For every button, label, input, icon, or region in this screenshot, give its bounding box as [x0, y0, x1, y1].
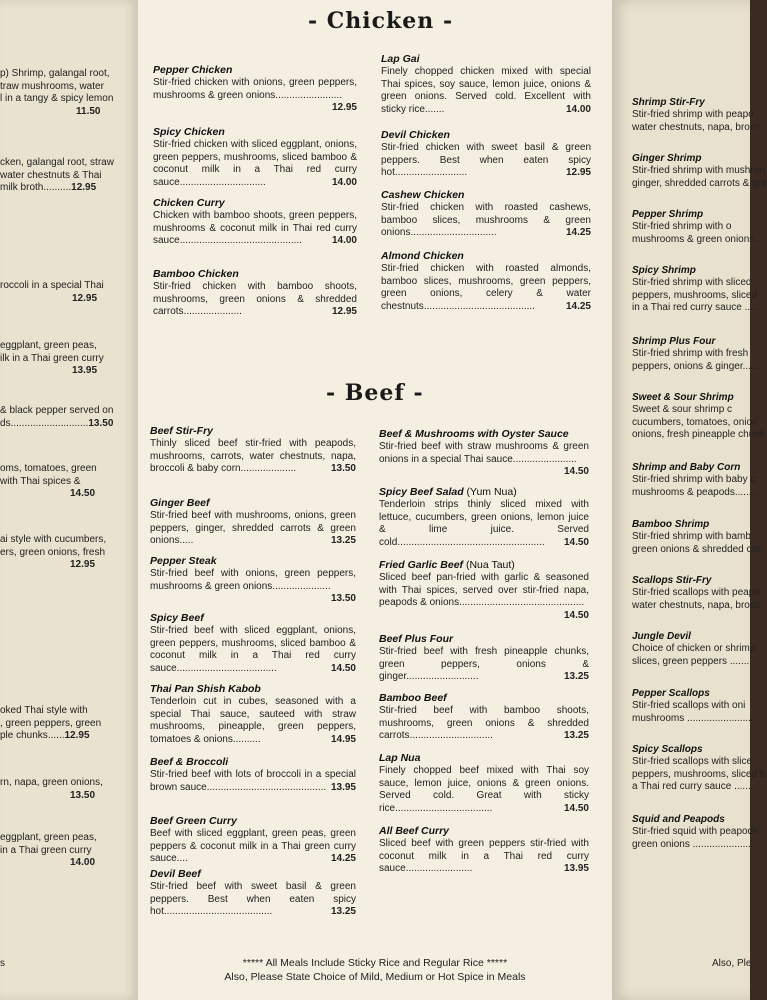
item-price: 13.50 — [330, 463, 356, 474]
item-name: Beef Plus Four — [379, 633, 454, 645]
menu-item: Bamboo Shrimp Stir-fried shrimp with bamb green onions & shredded carr — [632, 519, 764, 555]
menu-item: Cashew Chicken Stir-fried chicken with roasted cashews, bamboo slices, mushrooms & green onions............................... 14.25 — [381, 189, 591, 238]
item-description: Stir-fried beef with mushrooms, onions, green peppers, ginger, shredded carrots & green onions — [150, 510, 356, 546]
item-description: Tenderloin strips thinly sliced mixed with lettuce, cucumbers, green onions, lemon juice & lime juice. Served cold — [379, 499, 589, 548]
menu-item: Shrimp Stir-Fry Stir-fried shrimp with peapo water chestnuts, napa, brocc — [632, 97, 760, 133]
menu-item: Beef Green Curry Beef with sliced eggplant, green peas, green peppers & coconut milk in a Thai green curry sauce.... 14.25 — [150, 815, 356, 864]
menu-item: Beef Plus Four Stir-fried beef with fresh pineapple chunks, green peppers, onions & ginger.......................... 13.25 — [379, 633, 589, 682]
item-name: Cashew Chicken — [381, 189, 465, 201]
item-name-thai: (Nua Taut) — [465, 559, 515, 571]
item-name: Almond Chicken — [381, 250, 464, 262]
item-name: Bamboo Shrimp — [632, 519, 710, 530]
item-name: Ginger Beef — [150, 497, 210, 509]
menu-item: Pepper Steak Stir-fried beef with onions, green peppers, mushrooms & green onions..................... 13.50 — [150, 555, 356, 604]
item-name: Bamboo Chicken — [153, 268, 239, 280]
item-description: Stir-fried beef with onions, green peppers, mushrooms & green onions — [150, 568, 356, 592]
item-price: 14.00 — [331, 235, 357, 246]
menu-footer — [138, 956, 612, 984]
item-price: 14.50 — [563, 536, 589, 548]
menu-item: Scallops Stir-Fry Stir-fried scallops with peapo water chestnuts, napa, brocc — [632, 575, 760, 611]
menu-item: Devil Beef Stir-fried beef with sweet basil & green peppers. Best when eaten spicy hot....................................... 13.25 — [150, 868, 356, 917]
menu-item: Spicy Beef Stir-fried beef with sliced eggplant, onions, green peppers, mushrooms, sliced bamboo & coconut milk in a Thai red curry sauce.................................... 14.50 — [150, 612, 356, 674]
menu-item: Bamboo Chicken Stir-fried chicken with bamboo shoots, mushrooms, green onions & shredded carrots..................... 12.95 — [153, 268, 357, 317]
menu-item: Pepper Shrimp Stir-fried shrimp with o mushrooms & green onions.... — [632, 209, 766, 245]
item-description: Stir-fried chicken with sliced eggplant, onions, green peppers, mushrooms, sliced bamboo & coconut milk in a Thai red curry sauce — [153, 139, 357, 188]
item-description: Finely chopped beef mixed with Thai soy sauce, lemon juice, onions & green onions. Served cold. Great with sticky rice — [379, 765, 589, 814]
item-name: Jungle Devil — [632, 631, 691, 642]
menu-item: Beef Stir-Fry Thinly sliced beef stir-fried with peapods, mushrooms, carrots, water chestnuts, napa, broccoli & baby corn.................... 13.50 — [150, 425, 356, 474]
item-name: Pepper Steak — [150, 555, 217, 567]
item-name: Fried Garlic Beef — [379, 559, 464, 571]
item-price: 13.25 — [330, 535, 356, 546]
menu-item: Shrimp Plus Four Stir-fried shrimp with fresh peppers, onions & ginger...... — [632, 336, 760, 372]
item-description: Stir-fried chicken with sweet basil & green peppers. Best when eaten spicy hot — [381, 142, 591, 178]
item-description: Stir-fried beef with bamboo shoots, mushrooms, green onions & shredded carrots — [379, 705, 589, 741]
item-name: Spicy Chicken — [153, 126, 225, 138]
item-name: Bamboo Beef — [379, 692, 447, 704]
item-name-thai: (Yum Nua) — [466, 486, 517, 498]
item-description: Chicken with bamboo shoots, green peppers, mushrooms & coconut milk in Thai red curry sauce — [153, 210, 357, 246]
item-description: Finely chopped chicken mixed with special Thai spices, soy sauce, lemon juice, onions & green onions. Served cold. Excellent with sticky rice — [381, 66, 591, 115]
item-price: 13.25 — [563, 671, 589, 682]
item-description: Sliced beef pan-fried with garlic & seasoned with Thai spices, served over stir-fried napa, peapods & onions — [379, 572, 589, 608]
menu-item: Pepper Chicken Stir-fried chicken with onions, green peppers, mushrooms & green onions........................ 12.95 — [153, 64, 357, 113]
item-name: Shrimp Stir-Fry — [632, 97, 705, 108]
item-description: Stir-fried beef with lots of broccoli in a special brown sauce — [150, 769, 356, 793]
item-description: Beef with sliced eggplant, green peas, green peppers & coconut milk in a Thai green curry sauce — [150, 828, 356, 864]
footer-rice-note: ***** All Meals Include Sticky Rice and Regular Rice ***** — [242, 957, 508, 969]
item-description: Stir-fried beef with straw mushrooms & green onions in a special Thai sauce — [379, 441, 589, 465]
item-description: Sliced beef with green peppers stir-fried with coconut milk in a Thai red curry sauce — [379, 838, 589, 874]
item-price: 12.95 — [331, 102, 357, 113]
item-name: Lap Nua — [379, 752, 421, 764]
item-name: Thai Pan Shish Kabob — [150, 683, 261, 695]
left-fragment: ai style with cucumbers, ers, green onions, fresh 12.95 — [0, 534, 107, 570]
item-price: 12.95 — [331, 306, 357, 317]
item-description: Stir-fried beef with sweet basil & green peppers. Best when eaten spicy hot — [150, 881, 356, 917]
item-name: Spicy Beef Salad — [379, 486, 464, 498]
menu-item: Beef & Broccoli Stir-fried beef with lots of broccoli in a special brown sauce........................................... 13.95 — [150, 756, 356, 793]
menu-item: Ginger Beef Stir-fried beef with mushrooms, onions, green peppers, ginger, shredded carrots & green onions..... 13.25 — [150, 497, 356, 546]
footer-spice-note: Also, Please State Choice of Mild, Medium or Hot Spice in Meals — [224, 971, 526, 983]
left-fragment: roccoli in a special Thai 12.95 — [0, 280, 104, 304]
item-price: 13.95 — [330, 781, 356, 793]
menu-item: Ginger Shrimp Stir-fried shrimp with mushroo ginger, shredded carrots & gre — [632, 153, 767, 189]
chicken-section-title: - Chicken - — [308, 8, 454, 34]
beef-section-title: - Beef - — [326, 380, 424, 406]
menu-item: Lap Nua Finely chopped beef mixed with Thai soy sauce, lemon juice, onions & green onions. Served cold. Great with sticky rice................................... 14.50 — [379, 752, 589, 814]
item-price: 14.00 — [565, 103, 591, 115]
item-name: Scallops Stir-Fry — [632, 575, 712, 586]
item-price: 14.00 — [331, 176, 357, 188]
item-price: 14.50 — [330, 662, 356, 674]
item-price: 14.50 — [563, 802, 589, 814]
item-price: 14.50 — [563, 609, 589, 621]
item-description: Stir-fried beef with fresh pineapple chunks, green peppers, onions & ginger — [379, 646, 589, 682]
item-price: 14.25 — [565, 300, 591, 312]
item-description: Stir-fried chicken with roasted cashews, bamboo slices, mushrooms & green onions — [381, 202, 591, 238]
left-footer-fragment: s — [0, 958, 5, 969]
menu-item: Bamboo Beef Stir-fried beef with bamboo shoots, mushrooms, green onions & shredded carrots.............................. 13.25 — [379, 692, 589, 741]
menu-item: Chicken Curry Chicken with bamboo shoots, green peppers, mushrooms & coconut milk in Thai red curry sauce............................................ 14.00 — [153, 197, 357, 246]
left-fragment: eggplant, green peas, in a Thai green curry 14.00 — [0, 832, 97, 868]
menu-item: Spicy Scallops Stir-fried scallops with slice peppers, mushrooms, sliced b a Thai red curry sauce ........ — [632, 744, 766, 792]
item-description: Stir-fried chicken with onions, green peppers, mushrooms & green onions — [153, 77, 357, 101]
item-name: Pepper Chicken — [153, 64, 233, 76]
menu-item: All Beef Curry Sliced beef with green peppers stir-fried with coconut milk in a Thai red curry sauce........................ 13.95 — [379, 825, 589, 874]
menu-item: Devil Chicken Stir-fried chicken with sweet basil & green peppers. Best when eaten spicy hot.......................... 12.95 — [381, 129, 591, 178]
left-fragment: oms, tomatoes, green with Thai spices & 14.50 — [0, 463, 97, 499]
item-name: Pepper Scallops — [632, 688, 710, 699]
item-price: 14.25 — [330, 853, 356, 864]
item-name: Devil Beef — [150, 868, 201, 880]
left-fragment: & black pepper served on ds............................13.50 — [0, 405, 114, 429]
item-description: Stir-fried chicken with bamboo shoots, mushrooms, green onions & shredded carrots — [153, 281, 357, 317]
menu-item: Shrimp and Baby Corn Stir-fried shrimp with baby c mushrooms & peapods......... — [632, 462, 760, 498]
item-name: Ginger Shrimp — [632, 153, 702, 164]
item-description: Tenderloin cut in cubes, seasoned with a special Thai sauce, sauteed with straw mushrooms, pineapple, green peppers, tomatoes & onions — [150, 696, 356, 745]
item-description: Thinly sliced beef stir-fried with peapods, mushrooms, carrots, water chestnuts, napa, broccoli & baby corn — [150, 438, 356, 474]
right-menu-page — [612, 0, 767, 1000]
menu-item: Spicy Beef Salad (Yum Nua) Tenderloin strips thinly sliced mixed with lettuce, cucumbers, green onions, lemon juice & lime juice. Served cold..................................................... 14.50 — [379, 486, 589, 548]
item-name: Sweet & Sour Shrimp — [632, 392, 734, 403]
item-name: Lap Gai — [381, 53, 420, 65]
item-name: All Beef Curry — [379, 825, 450, 837]
menu-item: Fried Garlic Beef (Nua Taut) Sliced beef pan-fried with garlic & seasoned with Thai spices, served over stir-fried napa, peapods & onions............................................. 14.50 — [379, 559, 589, 621]
left-fragment: rn, napa, green onions, 13.50 — [0, 777, 103, 801]
item-name: Beef Green Curry — [150, 815, 237, 827]
item-price: 13.25 — [330, 906, 356, 917]
item-price: 13.50 — [330, 593, 356, 604]
item-price: 13.25 — [563, 730, 589, 741]
item-name: Beef & Broccoli — [150, 756, 229, 768]
menu-item: Pepper Scallops Stir-fried scallops with oni mushrooms ........................ — [632, 688, 754, 724]
left-fragment: oked Thai style with , green peppers, green ple chunks......12.95 — [0, 705, 102, 741]
item-name: Spicy Scallops — [632, 744, 703, 755]
item-name: Spicy Beef — [150, 612, 204, 624]
item-name: Beef Stir-Fry — [150, 425, 214, 437]
item-description: Stir-fried chicken with roasted almonds, bamboo slices, mushrooms, green peppers, green onions, celery & water chestnuts — [381, 263, 591, 312]
main-menu-page — [138, 0, 612, 1000]
item-name: Chicken Curry — [153, 197, 225, 209]
menu-item: Beef & Mushrooms with Oyster Sauce Stir-fried beef with straw mushrooms & green onions in a special Thai sauce....................... 14.50 — [379, 428, 589, 477]
item-name: Beef & Mushrooms with Oyster Sauce — [379, 428, 569, 440]
menu-item: Almond Chicken Stir-fried chicken with roasted almonds, bamboo slices, mushrooms, green peppers, green onions, celery & water chestnuts........................................ 14.25 — [381, 250, 591, 312]
menu-item: Squid and Peapods Stir-fried squid with peapods green onions ..................... — [632, 814, 759, 850]
right-footer-fragment: Also, Ple — [712, 958, 752, 969]
item-name: Squid and Peapods — [632, 814, 725, 825]
item-name: Devil Chicken — [381, 129, 450, 141]
menu-item: Spicy Chicken Stir-fried chicken with sliced eggplant, onions, green peppers, mushrooms, sliced bamboo & coconut milk in a Thai red curry sauce............................... 14.00 — [153, 126, 357, 188]
menu-item: Jungle Devil Choice of chicken or shrimp slices, green peppers ......... — [632, 631, 756, 667]
menu-item: Lap Gai Finely chopped chicken mixed with special Thai spices, soy sauce, lemon juice, onions & green onions. Served cold. Excellent with sticky rice....... 14.00 — [381, 53, 591, 115]
left-fragment: p) Shrimp, galangal root, traw mushrooms, water l in a tangy & spicy lemon 11.50 — [0, 68, 114, 117]
item-price: 14.95 — [330, 733, 356, 745]
menu-item: Sweet & Sour Shrimp Sweet & sour shrimp c cucumbers, tomatoes, onion onions, fresh pineapple chunk — [632, 392, 765, 440]
item-name: Spicy Shrimp — [632, 265, 696, 276]
item-price: 12.95 — [565, 167, 591, 178]
item-name: Pepper Shrimp — [632, 209, 704, 220]
item-price: 14.50 — [563, 466, 589, 477]
menu-item: Spicy Shrimp Stir-fried shrimp with sliced peppers, mushrooms, sliced in a Thai red curry sauce ...... — [632, 265, 762, 313]
left-fragment: eggplant, green peas, ilk in a Thai green curry 13.95 — [0, 340, 104, 376]
left-menu-page — [0, 0, 138, 1000]
item-description: Stir-fried beef with sliced eggplant, onions, green peppers, mushrooms, sliced bamboo & coconut milk in a Thai red curry sauce — [150, 625, 356, 674]
item-name: Shrimp and Baby Corn — [632, 462, 741, 473]
item-price: 14.25 — [565, 227, 591, 238]
menu-item: Thai Pan Shish Kabob Tenderloin cut in cubes, seasoned with a special Thai sauce, sauteed with straw mushrooms, pineapple, green peppers, tomatoes & onions.......... 14.95 — [150, 683, 356, 745]
left-fragment: cken, galangal root, straw water chestnuts & Thai milk broth..........12.95 — [0, 157, 114, 193]
item-name: Shrimp Plus Four — [632, 336, 716, 347]
item-price: 13.95 — [563, 863, 589, 874]
